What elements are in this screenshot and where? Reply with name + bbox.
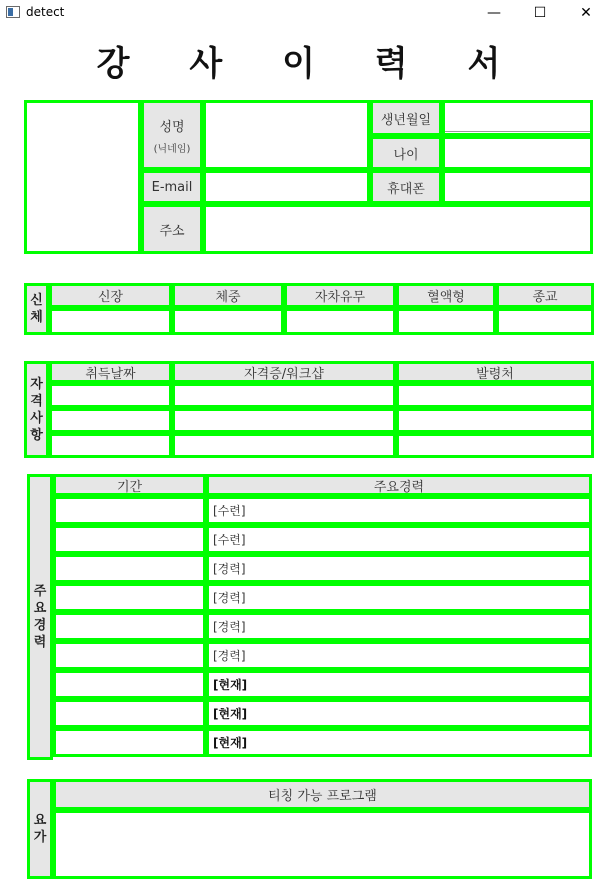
header-car bbox=[284, 283, 396, 308]
career-tag: [수련] bbox=[213, 504, 246, 518]
header-weight bbox=[172, 283, 284, 308]
career-period-field[interactable] bbox=[53, 670, 206, 699]
cert-side-label bbox=[24, 361, 49, 458]
career-detail-field[interactable] bbox=[206, 670, 592, 699]
yoga-side-label bbox=[27, 779, 53, 879]
birth-field[interactable] bbox=[442, 100, 593, 136]
header-religion bbox=[496, 283, 594, 308]
career-period-field[interactable] bbox=[53, 496, 206, 525]
cert-date-field[interactable] bbox=[49, 408, 172, 433]
career-detail-field[interactable] bbox=[206, 699, 592, 728]
header-label: 신장 bbox=[97, 290, 124, 305]
title-char: 력 bbox=[374, 44, 418, 84]
birth-label-cell bbox=[370, 100, 442, 136]
cert-name-field[interactable] bbox=[172, 383, 396, 408]
body-side-label bbox=[24, 283, 49, 335]
header-label: 취득날짜 bbox=[85, 366, 136, 382]
header-date bbox=[49, 361, 172, 383]
career-detail-field[interactable] bbox=[206, 525, 592, 554]
header-label: 체중 bbox=[215, 290, 241, 305]
side-label-char: 경 bbox=[33, 618, 47, 633]
career-period-field[interactable] bbox=[53, 583, 206, 612]
career-tag: [현재] bbox=[213, 736, 248, 750]
phone-label: 휴대폰 bbox=[387, 181, 425, 197]
career-detail-field[interactable] bbox=[206, 496, 592, 525]
cert-name-field[interactable] bbox=[172, 408, 396, 433]
side-label-char: 요 bbox=[33, 813, 47, 828]
phone-field[interactable] bbox=[442, 170, 593, 204]
title-char: 사 bbox=[189, 44, 233, 84]
header-period bbox=[53, 474, 206, 496]
document-title bbox=[0, 36, 607, 85]
header-label: 혈액형 bbox=[427, 290, 465, 305]
side-label-char: 주 bbox=[33, 584, 47, 599]
photo-box[interactable] bbox=[24, 100, 141, 254]
minimize-button[interactable]: — bbox=[487, 5, 501, 21]
header-label: 기간 bbox=[116, 479, 143, 495]
car-field[interactable] bbox=[284, 308, 396, 335]
cert-issuer-field[interactable] bbox=[396, 408, 594, 433]
career-tag: [현재] bbox=[213, 707, 248, 721]
cert-date-field[interactable] bbox=[49, 383, 172, 408]
header-label: 티칭 가능 프로그램 bbox=[268, 789, 377, 804]
header-blood bbox=[396, 283, 496, 308]
career-detail-field[interactable] bbox=[206, 583, 592, 612]
career-detail-field[interactable] bbox=[206, 641, 592, 670]
side-label-char: 항 bbox=[30, 427, 43, 443]
side-label-char: 력 bbox=[33, 635, 47, 650]
header-cert bbox=[172, 361, 396, 383]
header-label: 종교 bbox=[532, 290, 558, 305]
age-field[interactable] bbox=[442, 136, 593, 170]
header-label: 자격증/워크샵 bbox=[244, 366, 324, 382]
cert-date-field[interactable] bbox=[49, 433, 172, 458]
career-detail-field[interactable] bbox=[206, 554, 592, 583]
career-period-field[interactable] bbox=[53, 612, 206, 641]
career-tag: [현재] bbox=[213, 678, 248, 692]
weight-field[interactable] bbox=[172, 308, 284, 335]
divider bbox=[445, 131, 590, 132]
address-field[interactable] bbox=[203, 204, 593, 254]
phone-label-cell bbox=[370, 170, 442, 204]
side-label-char: 신 bbox=[30, 293, 43, 308]
religion-field[interactable] bbox=[496, 308, 594, 335]
header-issuer bbox=[396, 361, 594, 383]
window-title: detect bbox=[26, 5, 65, 19]
side-label-char: 가 bbox=[33, 830, 47, 845]
career-detail-field[interactable] bbox=[206, 728, 592, 757]
teaching-programs-field[interactable] bbox=[53, 810, 592, 879]
side-label-char: 사 bbox=[30, 410, 43, 426]
cert-issuer-field[interactable] bbox=[396, 433, 594, 458]
career-period-field[interactable] bbox=[53, 525, 206, 554]
email-label-cell bbox=[141, 170, 203, 204]
email-field[interactable] bbox=[203, 170, 370, 204]
career-tag: [수련] bbox=[213, 533, 246, 547]
name-label: 성명 bbox=[159, 119, 185, 135]
career-detail-field[interactable] bbox=[206, 612, 592, 641]
header-label: 자차유무 bbox=[314, 290, 366, 305]
title-char: 서 bbox=[467, 44, 511, 84]
title-char: 강 bbox=[96, 44, 140, 84]
career-period-field[interactable] bbox=[53, 728, 206, 757]
header-label: 주요경력 bbox=[373, 479, 425, 495]
app-icon bbox=[6, 6, 20, 18]
height-field[interactable] bbox=[49, 308, 172, 335]
side-label-char: 자 bbox=[30, 376, 43, 392]
address-label-cell bbox=[141, 204, 203, 254]
header-height bbox=[49, 283, 172, 308]
career-period-field[interactable] bbox=[53, 641, 206, 670]
career-period-field[interactable] bbox=[53, 554, 206, 583]
window-titlebar bbox=[0, 0, 607, 26]
title-char: 이 bbox=[282, 44, 325, 84]
header-career bbox=[206, 474, 592, 496]
career-tag: [경력] bbox=[213, 649, 246, 663]
email-label: E-mail bbox=[151, 179, 193, 195]
address-label: 주소 bbox=[159, 223, 185, 239]
age-label-cell bbox=[370, 136, 442, 170]
blood-field[interactable] bbox=[396, 308, 496, 335]
nickname-label: (닉네임) bbox=[153, 143, 191, 155]
side-label-char: 격 bbox=[30, 393, 43, 409]
age-label: 나이 bbox=[393, 147, 419, 163]
career-tag: [경력] bbox=[213, 591, 246, 605]
side-label-char: 요 bbox=[33, 601, 47, 616]
close-button[interactable]: ✕ bbox=[580, 5, 592, 21]
career-tag: [경력] bbox=[213, 620, 246, 634]
maximize-button[interactable]: ☐ bbox=[533, 5, 547, 21]
header-teaching-programs bbox=[53, 779, 592, 810]
career-period-field[interactable] bbox=[53, 699, 206, 728]
header-label: 발령처 bbox=[476, 366, 514, 382]
career-tag: [경력] bbox=[213, 562, 246, 576]
birth-label: 생년월일 bbox=[380, 112, 432, 128]
cert-name-field[interactable] bbox=[172, 433, 396, 458]
side-label-char: 체 bbox=[30, 310, 43, 325]
cert-issuer-field[interactable] bbox=[396, 383, 594, 408]
name-label-cell bbox=[141, 100, 203, 170]
name-field[interactable] bbox=[203, 100, 370, 170]
career-side-label bbox=[27, 474, 53, 760]
